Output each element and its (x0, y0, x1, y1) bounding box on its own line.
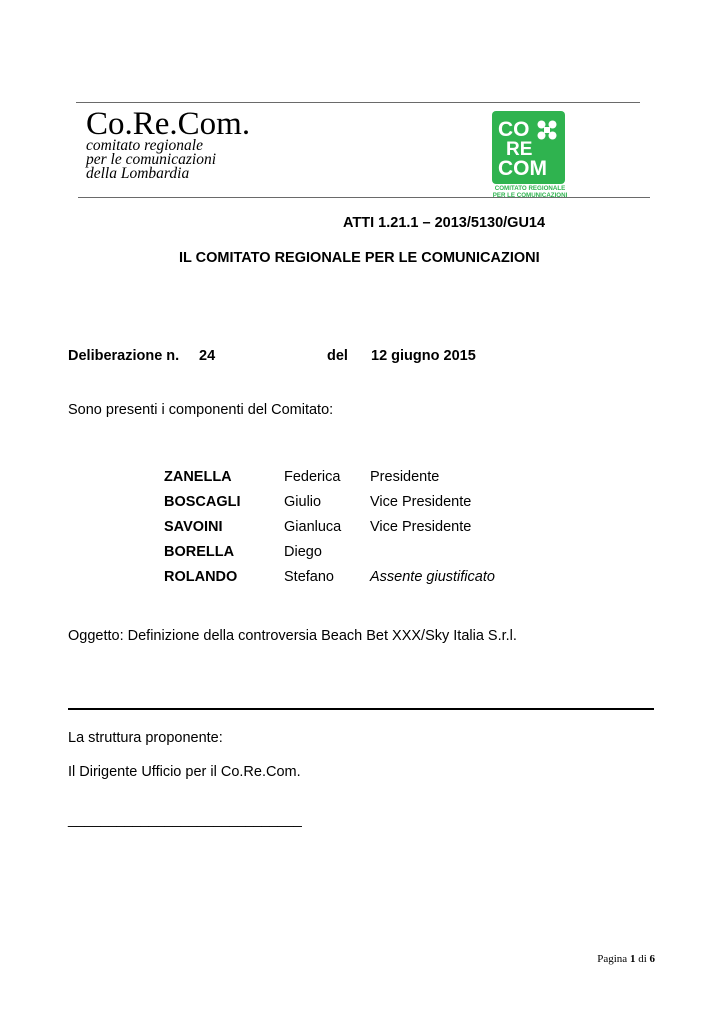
logo-text-com: COM (498, 157, 547, 180)
member-name: Stefano (284, 569, 334, 585)
document-reference: ATTI 1.21.1 – 2013/5130/GU14 (343, 215, 546, 231)
member-role: Assente giustificato (370, 569, 495, 585)
document-subject: Oggetto: Definizione della controversia Beach Bet XXX/Sky Italia S.r.l. (68, 628, 517, 644)
deliberation-date-label: del (327, 348, 348, 364)
member-row (0, 469, 725, 491)
signature-line: _____________________________ (68, 812, 302, 828)
header-top-rule (76, 102, 640, 103)
corecom-logo (492, 111, 565, 184)
page-total: 6 (649, 953, 655, 965)
member-surname: BOSCAGLI (164, 494, 241, 510)
deliberation-label: Deliberazione n. (68, 348, 180, 364)
header-subtitle-line-2: per le comunicazioni (86, 151, 217, 168)
member-role: Presidente (370, 469, 440, 485)
logo-text-co: CO (498, 118, 530, 141)
member-name: Diego (284, 544, 322, 560)
deliberation-date: 12 giugno 2015 (371, 348, 476, 364)
logo-caption-line-1: COMITATO REGIONALE (494, 185, 566, 192)
present-intro: Sono presenti i componenti del Comitato: (68, 402, 334, 418)
member-surname: BORELLA (164, 544, 235, 560)
header-title: Co.Re.Com. (86, 106, 251, 142)
member-row (0, 544, 725, 566)
office-manager: Il Dirigente Ufficio per il Co.Re.Com. (68, 764, 301, 780)
page-of: di (638, 953, 647, 965)
header-subtitle-line-1: comitato regionale (86, 137, 203, 154)
header-bottom-rule (78, 197, 650, 198)
page-current: 1 (629, 953, 636, 965)
pinwheel-icon (536, 119, 558, 141)
document-heading: IL COMITATO REGIONALE PER LE COMUNICAZIONI (179, 250, 540, 266)
member-surname: ZANELLA (164, 469, 232, 485)
member-surname: SAVOINI (164, 519, 223, 535)
logo-caption-line-2: PER LE COMUNICAZIONI (492, 192, 568, 199)
member-role: Vice Presidente (370, 519, 472, 535)
member-role: Vice Presidente (370, 494, 472, 510)
member-row (0, 519, 725, 541)
section-separator (68, 708, 654, 710)
member-row (0, 494, 725, 516)
member-row (0, 569, 725, 591)
page-number (597, 953, 655, 965)
member-name: Giulio (284, 494, 322, 510)
header-subtitle-line-3: della Lombardia (86, 165, 190, 182)
proposing-structure: La struttura proponente: (68, 730, 223, 746)
logo-text-re: RE (506, 139, 533, 160)
member-surname: ROLANDO (164, 569, 238, 585)
member-name: Gianluca (284, 519, 342, 535)
member-name: Federica (284, 469, 341, 485)
header-subtitle (86, 139, 216, 181)
page-label: Pagina (597, 953, 628, 965)
deliberation-number: 24 (199, 348, 216, 364)
